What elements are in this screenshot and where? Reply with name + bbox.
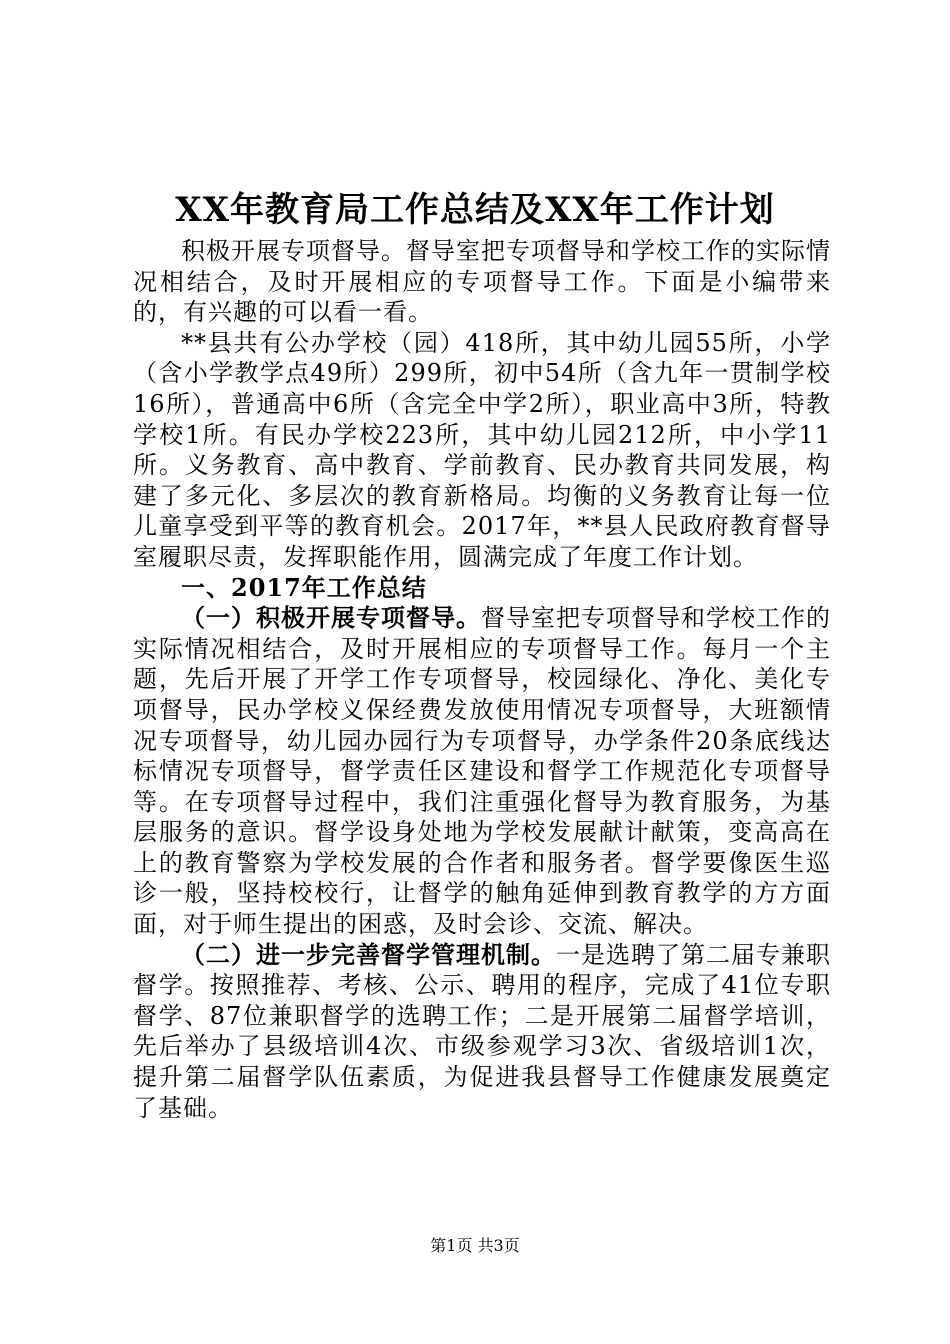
item-1-lead: （一）积极开展专项督导。 <box>181 603 481 633</box>
document-title: XX年教育局工作总结及XX年工作计划 <box>175 190 775 230</box>
document-body <box>133 236 831 1123</box>
item-2-body: 一是选聘了第二届专兼职督学。按照推荐、考核、公示、聘用的程序，完成了41位专职督学、87位兼职督学的选聘工作；二是开展第二届督学培训，先后举办了县级培训4次、市级参观学习3次、省级培训1次，提升第二届督学队伍素质，为促进我县督导工作健康发展奠定了基础。 <box>133 940 831 1122</box>
intro-paragraph: 积极开展专项督导。督导室把专项督导和学校工作的实际情况相结合，及时开展相应的专项督导工作。下面是小编带来的，有兴趣的可以看一看。 <box>133 237 831 327</box>
section-heading: 一、2017年工作总结 <box>181 572 427 602</box>
item-1-paragraph <box>133 603 831 940</box>
item-2-paragraph <box>133 940 831 1124</box>
overview-paragraph: **县共有公办学校（园）418所，其中幼儿园55所，小学（含小学教学点49所）299所，初中54所（含九年一贯制学校16所），普通高中6所（含完全中学2所），职业高中3所，特教学校1所。有民办学校223所，其中幼儿园212所，中小学11所。义务教育、高中教育、学前教育、民办教育共同发展，构建了多元化、多层次的教育新格局。均衡的义务教育让每一位儿童享受到平等的教育机会。2017年，**县人民政府教育督导室履职尽责，发挥职能作用，圆满完成了年度工作计划。 <box>133 328 831 571</box>
item-2-lead: （二）进一步完善督学管理机制。 <box>181 939 556 969</box>
page-number-footer: 第1页 共3页 <box>430 1236 520 1255</box>
item-1-body: 督导室把专项督导和学校工作的实际情况相结合，及时开展相应的专项督导工作。每月一个主题，先后开展了开学工作专项督导，校园绿化、净化、美化专项督导，民办学校义保经费发放使用情况专项督导，大班额情况专项督导，幼儿园办园行为专项督导，办学条件20条底线达标情况专项督导，督学责任区建设和督学工作规范化专项督导等。在专项督导过程中，我们注重强化督导为教育服务，为基层服务的意识。督学设身处地为学校发展献计献策，变高高在上的教育警察为学校发展的合作者和服务者。督学要像医生巡诊一般，坚持校校行，让督学的触角延伸到教育教学的方方面面，对于师生提出的困惑，及时会诊、交流、解决。 <box>133 604 831 939</box>
